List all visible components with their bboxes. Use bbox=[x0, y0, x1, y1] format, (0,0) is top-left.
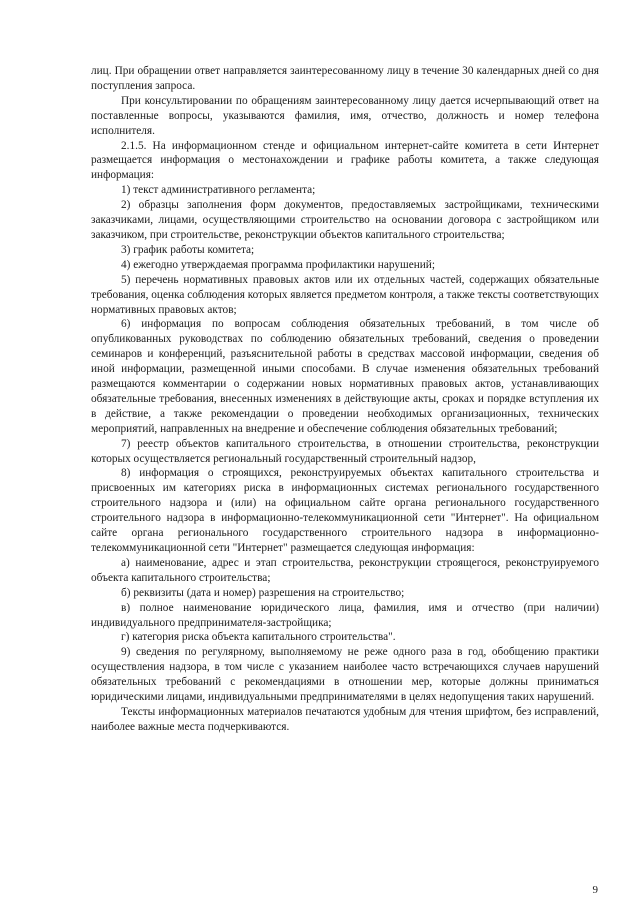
list-item: 8) информация о строящихся, реконструируемых объектах капитального строительства и присвоенных им категориях риска в информационных системах регионального государственного строительного надзора и (или) на официальном сайте органа регионального государственного строительного надзора в информационно-телекоммуникационной сети "Интернет". На официальном сайте органа регионального государственного строительного надзора в информационно-телекоммуникационной сети "Интернет" размещается следующая информация: bbox=[91, 467, 599, 554]
list-item: 5) перечень нормативных правовых актов или их отдельных частей, содержащих обязательные требования, оценка соблюдения которых является предметом контроля, а также тексты соответствующих нормативных правовых актов; bbox=[91, 273, 599, 316]
page-number: 9 bbox=[592, 884, 598, 896]
paragraph: 2.1.5. На информационном стенде и официальном интернет-сайте комитета в сети Интернет размещается информация о местонахождении и графике работы комитета, а также следующая информация: bbox=[91, 139, 599, 182]
paragraph: Тексты информационных материалов печатаются удобным для чтения шрифтом, без исправлений, наиболее важные места подчеркиваются. bbox=[91, 705, 599, 733]
paragraph: При консультировании по обращениям заинтересованному лицу дается исчерпывающий ответ на поставленные вопросы, указываются фамилия, имя, отчество, должность и номер телефона исполнителя. bbox=[91, 94, 599, 137]
list-item: 4) ежегодно утверждаемая программа профилактики нарушений; bbox=[121, 258, 435, 271]
list-item: 6) информация по вопросам соблюдения обязательных требований, в том числе об опубликованных руководствах по соблюдению обязательных требований, сведения о проведении семинаров и конференций, разъяснительной работы в средствах массовой информации, сведения об иной информации, размещенной иными способами. В случае изменения обязательных требований размещаются комментарии о содержании новых нормативных правовых актов, устанавливающих обязательные требования, внесенных изменениях в действующие акты, сроках и порядке вступления их в действие, а также рекомендации о проведении необходимых организационных, технических мероприятий, направленных на внедрение и обеспечение соблюдения обязательных требований; bbox=[91, 318, 599, 435]
list-item: 2) образцы заполнения форм документов, предоставляемых застройщиками, техническими заказчиками, лицами, осуществляющими строительство на основании договора с застройщиком или заказчиком, при строительстве, реконструкции объектов капитального строительства; bbox=[91, 199, 599, 241]
sub-list-item: б) реквизиты (дата и номер) разрешения на строительство; bbox=[121, 586, 405, 599]
sub-list-item: в) полное наименование юридического лица, фамилия, имя и отчество (при наличии) индивидуального предпринимателя-застройщика; bbox=[91, 601, 599, 629]
list-item: 7) реестр объектов капитального строительства, в отношении строительства, реконструкции которых осуществляется региональный государственный строительный надзор, bbox=[91, 437, 599, 465]
list-item: 3) график работы комитета; bbox=[121, 243, 255, 256]
sub-list-item: г) категория риска объекта капитального строительства". bbox=[121, 631, 396, 644]
paragraph: лиц. При обращении ответ направляется заинтересованному лицу в течение 30 календарных дней со дня поступления запроса. bbox=[91, 65, 599, 92]
document-page bbox=[91, 64, 599, 735]
list-item: 9) сведения по регулярному, выполняемому не реже одного раза в год, обобщению практики осуществления надзора, в том числе с указанием наиболее часто встречающихся случаев нарушений обязательных требований с рекомендациями в отношении мер, которые должны приниматься юридическими лицами, индивидуальными предпринимателями в целях недопущения таких нарушений. bbox=[91, 646, 599, 704]
list-item: 1) текст административного регламента; bbox=[121, 184, 316, 197]
sub-list-item: а) наименование, адрес и этап строительства, реконструкции строящегося, реконструируемого объекта капитального строительства; bbox=[91, 556, 599, 584]
